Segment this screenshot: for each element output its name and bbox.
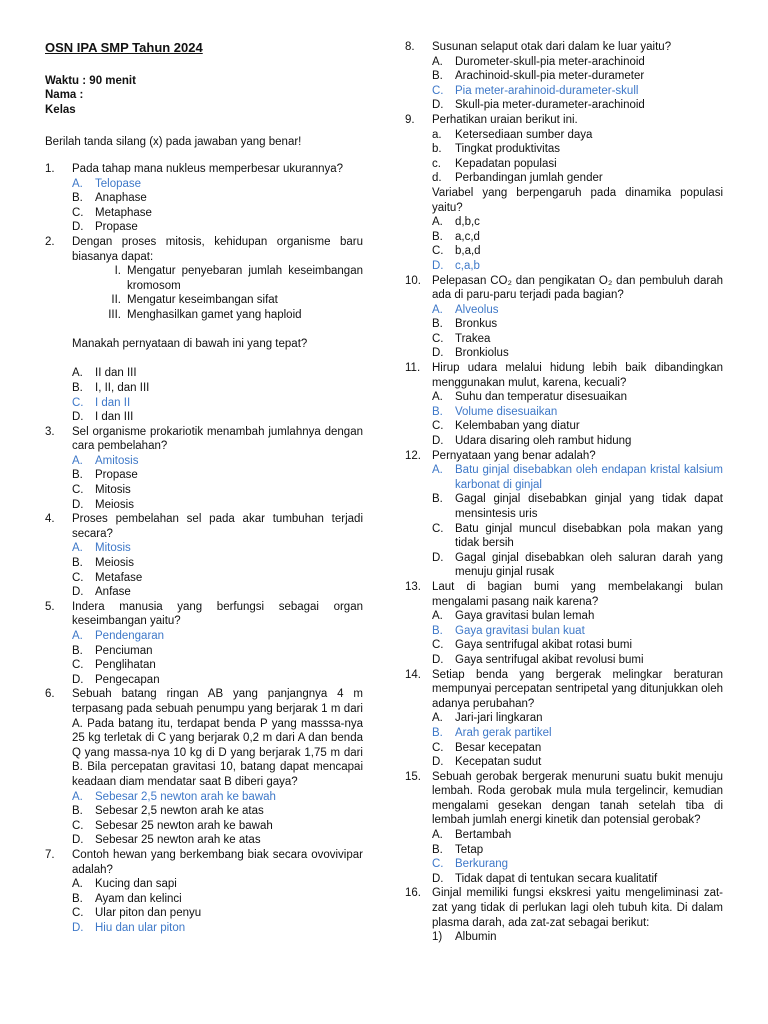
statement-item <box>72 293 363 308</box>
statement-item <box>432 171 723 186</box>
statement-text: Menghasilkan gamet yang haploid <box>127 308 302 321</box>
option-label: B. <box>432 70 443 83</box>
statement-label: I. <box>114 265 121 278</box>
question-16 <box>405 886 723 944</box>
answer-option-a[interactable] <box>72 177 363 192</box>
option-label: B. <box>72 469 83 482</box>
answer-option-d[interactable] <box>432 98 723 113</box>
option-label: A. <box>432 216 443 229</box>
answer-option-a[interactable] <box>72 629 363 644</box>
option-text: Tidak dapat di tentukan secara kualitatif <box>455 872 658 885</box>
answer-option-b[interactable] <box>72 804 363 819</box>
statement-label: c. <box>432 157 441 170</box>
question-text: Pada tahap mana nukleus memperbesar ukurannya? <box>72 163 344 175</box>
option-text: Propase <box>95 221 138 234</box>
question-text: Sebuah gerobak bergerak menuruni suatu bukit menuju lembah. Roda gerobak mula mula tergelincir, kemudian mengalami gesekan dengan tanah setelah tiba di lembah jumlah energi kinetik dan potensial gerobak? <box>432 770 723 827</box>
option-label: A. <box>432 303 443 316</box>
spacer <box>72 323 363 338</box>
answer-option-d[interactable] <box>432 551 723 580</box>
question-text: Perhatikan uraian berikut ini. <box>432 113 578 126</box>
name-label: Nama : <box>45 89 84 102</box>
option-text: Udara disaring oleh rambut hidung <box>455 435 632 448</box>
answer-option-a[interactable] <box>72 790 363 805</box>
question-10 <box>405 274 723 362</box>
option-label: A. <box>72 177 83 190</box>
question-7 <box>45 848 363 936</box>
option-label: C. <box>72 484 84 497</box>
question-14 <box>405 668 723 770</box>
statement-item <box>432 142 723 157</box>
option-label: A. <box>72 878 83 891</box>
question-number: 14. <box>405 668 421 681</box>
option-label: C. <box>72 819 84 832</box>
statement-item <box>432 128 723 143</box>
option-text: Ayam dan kelinci <box>95 892 182 905</box>
question-12 <box>405 449 723 580</box>
statement-text: Albumin <box>455 931 497 944</box>
option-label: D. <box>432 435 444 448</box>
spacer <box>72 352 363 367</box>
option-label: A. <box>432 829 443 842</box>
option-text: Sebesar 2,5 newton arah ke atas <box>95 805 264 818</box>
option-label: D. <box>72 411 84 424</box>
statement-text: Mengatur keseimbangan sifat <box>127 294 278 307</box>
option-text: Meiosis <box>95 498 134 511</box>
option-label: A. <box>432 712 443 725</box>
question-prompt: Variabel yang berpengaruh pada dinamika populasi yaitu? <box>432 186 723 214</box>
answer-option-a[interactable] <box>72 366 363 381</box>
option-label: A. <box>72 790 83 803</box>
option-label: C. <box>72 206 84 219</box>
option-label: D. <box>432 653 444 666</box>
answer-option-a[interactable] <box>432 828 723 843</box>
option-label: C. <box>432 858 444 871</box>
option-label: B. <box>72 192 83 205</box>
answer-option-a[interactable] <box>72 877 363 892</box>
answer-option-b[interactable] <box>72 191 363 206</box>
option-label: D. <box>432 756 444 769</box>
option-text: Batu ginjal muncul disebabkan pola makan yang tidak bersih <box>455 522 723 550</box>
question-number: 7. <box>45 848 55 861</box>
statement-item <box>72 308 363 323</box>
option-label: B. <box>432 843 443 856</box>
option-label: C. <box>432 84 444 97</box>
option-text: Gaya gravitasi bulan lemah <box>455 610 595 623</box>
answer-option-b[interactable] <box>432 843 723 858</box>
option-label: A. <box>72 630 83 642</box>
answer-option-c[interactable] <box>432 857 723 872</box>
option-text: Gaya gravitasi bulan kuat <box>455 624 585 637</box>
option-label: D. <box>72 498 84 511</box>
question-number: 3. <box>45 425 55 438</box>
option-label: D. <box>432 259 444 272</box>
option-text: Penglihatan <box>95 659 156 672</box>
answer-option-c[interactable] <box>72 483 363 498</box>
option-text: I dan II <box>95 396 131 409</box>
statement-label: II. <box>111 294 121 307</box>
option-label: A. <box>72 454 83 467</box>
option-label: C. <box>72 659 84 672</box>
option-text: Arah gerak partikel <box>455 726 552 739</box>
option-label: C. <box>432 741 444 754</box>
option-text: Penciuman <box>95 644 153 657</box>
question-1 <box>45 162 363 235</box>
option-label: D. <box>72 221 84 234</box>
option-label: C. <box>432 639 444 652</box>
option-text: Kecepatan sudut <box>455 756 542 769</box>
question-number: 16. <box>405 887 421 900</box>
answer-option-b[interactable] <box>72 556 363 571</box>
statement-label: a. <box>432 128 442 141</box>
answer-option-d[interactable] <box>432 872 723 887</box>
question-text: Dengan proses mitosis, kehidupan organisme baru biasanya dapat: <box>72 235 363 263</box>
option-label: D. <box>432 551 444 564</box>
answer-option-c[interactable] <box>72 658 363 673</box>
option-text: Amitosis <box>95 454 139 467</box>
option-text: Gagal ginjal disebabkan oleh saluran darah yang menuju ginjal rusak <box>455 551 723 579</box>
option-label: B. <box>72 805 83 818</box>
answer-option-d[interactable] <box>432 259 723 274</box>
question-text: Ginjal memiliki fungsi ekskresi yaitu mengeliminasi zat-zat yang tidak di perlukan lagi oleh tubuh kita. Di dalam plasma darah, ada zat-zat sebagai berikut: <box>432 887 723 929</box>
question-number: 6. <box>45 688 55 701</box>
option-text: Berkurang <box>455 858 509 871</box>
question-number: 9. <box>405 113 415 126</box>
question-15 <box>405 770 723 887</box>
option-text: Pia meter-arahinoid-durameter-skull <box>455 84 639 97</box>
option-text: Kelembaban yang diatur <box>455 420 580 433</box>
statement-label: d. <box>432 172 442 185</box>
question-text: Pernyataan yang benar adalah? <box>432 449 596 462</box>
answer-option-b[interactable] <box>432 726 723 741</box>
answer-option-c[interactable] <box>432 419 723 434</box>
question-6 <box>45 687 363 848</box>
answer-option-b[interactable] <box>72 381 363 396</box>
instruction-text: Berilah tanda silang (x) pada jawaban yang benar! <box>45 136 302 149</box>
option-label: B. <box>72 892 83 905</box>
right-column <box>405 40 723 945</box>
option-label: C. <box>432 522 444 535</box>
option-text: I, II, dan III <box>95 381 150 394</box>
answer-option-a[interactable] <box>432 463 723 492</box>
question-text: Sel organisme prokariotik menambah jumlahnya dengan cara pembelahan? <box>72 425 363 453</box>
option-text: Kucing dan sapi <box>95 878 177 891</box>
option-label: A. <box>432 610 443 623</box>
option-text: Suhu dan temperatur disesuaikan <box>455 391 627 404</box>
option-text: Ular piton dan penyu <box>95 907 202 920</box>
answer-option-b[interactable] <box>432 230 723 245</box>
option-text: Anfase <box>95 586 131 599</box>
answer-option-b[interactable] <box>432 69 723 84</box>
option-text: Metaphase <box>95 206 152 219</box>
class-label: Kelas <box>45 103 76 116</box>
statement-text: Tingkat produktivitas <box>455 143 561 156</box>
answer-option-b[interactable] <box>432 492 723 521</box>
answer-option-b[interactable] <box>432 317 723 332</box>
option-label: B. <box>432 405 443 418</box>
answer-option-c[interactable] <box>432 741 723 756</box>
question-number: 15. <box>405 770 421 783</box>
option-text: Bertambah <box>455 829 512 842</box>
option-text: Arachinoid-skull-pia meter-durameter <box>455 70 645 83</box>
option-label: B. <box>432 230 443 243</box>
statement-label: III. <box>108 308 121 321</box>
answer-option-d[interactable] <box>72 220 363 235</box>
answer-option-a[interactable] <box>432 215 723 230</box>
statement-text: Mengatur penyebaran jumlah keseimbangan kromosom <box>127 265 363 292</box>
option-text: Pendengaran <box>95 630 165 642</box>
option-label: B. <box>72 381 83 394</box>
question-number: 11. <box>405 362 421 375</box>
option-text: Gaya sentrifugal akibat revolusi bumi <box>455 653 644 666</box>
question-number: 2. <box>45 235 55 248</box>
option-label: C. <box>432 245 444 258</box>
exam-header <box>45 41 375 150</box>
question-text: Proses pembelahan sel pada akar tumbuhan terjadi secara? <box>72 513 363 540</box>
option-label: C. <box>72 396 84 409</box>
option-text: Mitosis <box>95 542 131 555</box>
option-text: Meiosis <box>95 557 134 570</box>
question-number: 12. <box>405 449 421 462</box>
answer-option-c[interactable] <box>432 522 723 551</box>
question-9 <box>405 113 723 274</box>
option-label: A. <box>432 464 443 477</box>
statement-text: Kepadatan populasi <box>455 157 557 170</box>
option-text: Gaya sentrifugal akibat rotasi bumi <box>455 639 633 652</box>
question-text: Contoh hewan yang berkembang biak secara ovovivipar adalah? <box>72 848 363 876</box>
option-label: B. <box>72 557 83 570</box>
option-label: C. <box>72 571 84 584</box>
option-text: Anaphase <box>95 192 147 205</box>
statement-text: Ketersediaan sumber daya <box>455 128 593 141</box>
option-text: Sebesar 25 newton arah ke bawah <box>95 819 273 832</box>
option-label: C. <box>432 420 444 433</box>
answer-option-c[interactable] <box>432 244 723 259</box>
option-text: Sebesar 2,5 newton arah ke bawah <box>95 790 276 803</box>
answer-option-d[interactable] <box>72 585 363 600</box>
option-label: D. <box>432 99 444 112</box>
answer-option-c[interactable] <box>432 332 723 347</box>
option-label: A. <box>432 391 443 404</box>
answer-option-a[interactable] <box>432 390 723 405</box>
option-label: D. <box>432 347 444 360</box>
option-label: B. <box>432 318 443 331</box>
question-number: 13. <box>405 580 421 593</box>
answer-option-a[interactable] <box>432 55 723 70</box>
option-text: Besar kecepatan <box>455 741 542 754</box>
option-label: B. <box>72 644 83 657</box>
option-text: b,a,d <box>455 245 481 258</box>
answer-option-d[interactable] <box>72 921 363 936</box>
question-11 <box>405 361 723 449</box>
option-text: d,b,c <box>455 216 480 229</box>
option-text: c,a,b <box>455 259 480 272</box>
question-3 <box>45 425 363 513</box>
option-label: D. <box>72 673 84 686</box>
option-label: C. <box>72 907 84 920</box>
answer-option-d[interactable] <box>72 673 363 688</box>
option-label: D. <box>72 586 84 599</box>
question-text: Setiap benda yang bergerak melingkar beraturan mempunyai percepatan sentripetal yang ditunjukkan oleh adanya perubahan? <box>432 668 723 710</box>
answer-option-a[interactable] <box>432 303 723 318</box>
statement-item <box>432 930 723 945</box>
option-text: Bronkiolus <box>455 347 509 360</box>
question-text: Sebuah batang ringan AB yang panjangnya 4 m terpasang pada sebuah penumpu yang berjarak 1 m dari A. Pada batang itu, terdapat benda P yang masssa-nya 25 kg terletak di C yang berjarak 0,2 m dari A dan benda Q yang massa-nya 10 kg di D yang berjarak 1,75 m dari B. Bila percepatan gravitasi 10, batang dapat mencapai keadaan diam mendatar saat B diberi gaya? <box>72 688 363 788</box>
answer-option-c[interactable] <box>72 206 363 221</box>
option-text: Jari-jari lingkaran <box>455 712 543 725</box>
option-label: B. <box>432 493 443 506</box>
option-text: Telopase <box>95 177 142 190</box>
answer-option-a[interactable] <box>72 454 363 469</box>
question-text: Hirup udara melalui hidung lebih baik dibandingkan menggunakan mulut, karena, kecuali? <box>432 362 723 389</box>
answer-option-c[interactable] <box>72 396 363 411</box>
option-text: Metafase <box>95 571 143 584</box>
answer-option-d[interactable] <box>432 434 723 449</box>
option-text: Pengecapan <box>95 673 160 686</box>
statement-item <box>72 264 363 293</box>
option-text: I dan III <box>95 411 134 424</box>
answer-option-c[interactable] <box>72 571 363 586</box>
statement-text: Perbandingan jumlah gender <box>455 172 603 185</box>
option-label: A. <box>432 55 443 68</box>
option-text: Alveolus <box>455 303 499 316</box>
option-label: A. <box>72 367 83 380</box>
option-label: A. <box>72 542 83 555</box>
option-text: Propase <box>95 469 138 482</box>
left-column <box>45 162 363 935</box>
option-text: Volume disesuaikan <box>455 405 558 418</box>
option-text: Gagal ginjal disebabkan ginjal yang tidak dapat mensintesis uris <box>455 493 723 520</box>
answer-option-b[interactable] <box>432 405 723 420</box>
answer-option-b[interactable] <box>72 644 363 659</box>
question-number: 5. <box>45 600 55 613</box>
statement-label: b. <box>432 143 442 156</box>
question-number: 8. <box>405 41 415 53</box>
option-text: Trakea <box>455 332 491 345</box>
statement-item <box>432 157 723 172</box>
time-label: Waktu : 90 menit <box>45 74 136 87</box>
answer-option-a[interactable] <box>432 609 723 624</box>
question-4 <box>45 512 363 600</box>
question-5 <box>45 600 363 688</box>
option-text: Bronkus <box>455 318 498 331</box>
question-text: Laut di bagian bumi yang membelakangi bulan mengalami pasang naik karena? <box>432 580 723 608</box>
option-text: Sebesar 25 newton arah ke atas <box>95 834 261 847</box>
answer-option-d[interactable] <box>432 755 723 770</box>
answer-option-d[interactable] <box>432 653 723 668</box>
option-text: Hiu dan ular piton <box>95 921 186 934</box>
answer-option-c[interactable] <box>72 819 363 834</box>
answer-option-d[interactable] <box>72 833 363 848</box>
option-text: II dan III <box>95 367 137 380</box>
question-2 <box>45 235 363 425</box>
option-text: Tetap <box>455 843 484 856</box>
option-text: Durometer-skull-pia meter-arachinoid <box>455 55 645 68</box>
question-text: Susunan selaput otak dari dalam ke luar yaitu? <box>432 41 672 53</box>
option-label: D. <box>72 834 84 847</box>
option-label: C. <box>432 332 444 345</box>
option-text: Mitosis <box>95 484 131 497</box>
answer-option-c[interactable] <box>432 638 723 653</box>
option-label: B. <box>432 726 443 739</box>
question-number: 1. <box>45 163 55 175</box>
exam-title: OSN IPA SMP Tahun 2024 <box>45 40 203 55</box>
statement-label: 1) <box>432 931 443 944</box>
option-text: Skull-pia meter-durameter-arachinoid <box>455 99 645 112</box>
question-text: Pelepasan CO₂ dan pengikatan O₂ dan pembuluh darah ada di paru-paru terjadi pada bagian? <box>432 274 723 302</box>
question-number: 10. <box>405 274 421 287</box>
answer-option-c[interactable] <box>72 906 363 921</box>
answer-option-b[interactable] <box>432 624 723 639</box>
answer-option-a[interactable] <box>72 541 363 556</box>
question-prompt: Manakah pernyataan di bawah ini yang tepat? <box>72 338 308 351</box>
question-8 <box>405 40 723 113</box>
option-text: a,c,d <box>455 230 480 243</box>
answer-option-d[interactable] <box>432 346 723 361</box>
answer-option-a[interactable] <box>432 711 723 726</box>
answer-option-b[interactable] <box>72 468 363 483</box>
answer-option-d[interactable] <box>72 410 363 425</box>
answer-option-d[interactable] <box>72 498 363 513</box>
answer-option-c[interactable] <box>432 84 723 99</box>
question-text: Indera manusia yang berfungsi sebagai organ keseimbangan yaitu? <box>72 600 363 628</box>
option-label: B. <box>432 624 443 637</box>
option-label: D. <box>432 872 444 885</box>
option-text: Batu ginjal disebabkan oleh endapan kristal kalsium karbonat di ginjal <box>455 464 723 491</box>
question-13 <box>405 580 723 668</box>
option-label: D. <box>72 921 84 934</box>
question-number: 4. <box>45 513 55 526</box>
answer-option-b[interactable] <box>72 892 363 907</box>
